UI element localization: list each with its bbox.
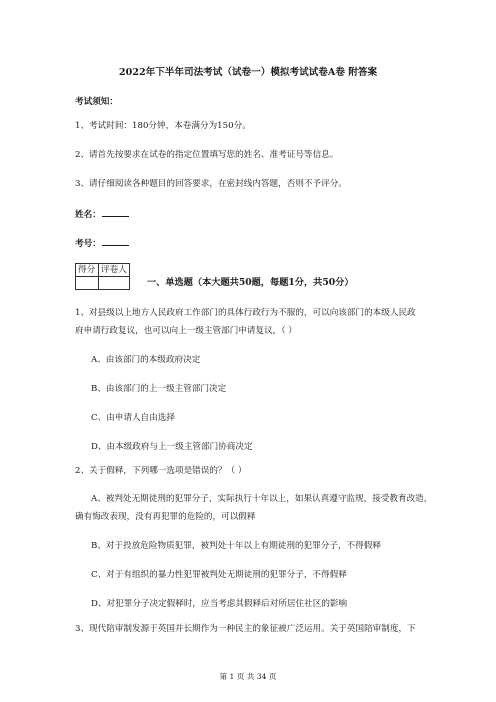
notice-item: 2、请首先按要求在试卷的指定位置填写您的姓名、准考证号等信息。 xyxy=(75,150,339,160)
option-d: D、对犯罪分子决定假释时，应当考虑其假释后对所居住社区的影响 xyxy=(91,599,348,609)
option-a: A、被判处无期徒刑的犯罪分子，实际执行十年以上，如果认真遵守监规，接受教育改造， xyxy=(91,494,433,504)
document-title: 2022年下半年司法考试（试卷一）模拟考试试卷A卷 附答案 xyxy=(118,67,378,78)
id-field xyxy=(75,236,129,250)
question-stem: 1、对县级以上地方人民政府工作部门的具体行政行为不服的，可以向该部门的本级人民政 xyxy=(75,308,416,318)
notice-item: 1、考试时间：180分钟，本卷满分为150分。 xyxy=(75,121,251,131)
section-heading: 一、单选题（本大题共50题，每题1分，共50分） xyxy=(147,277,354,288)
score-cell xyxy=(76,277,99,290)
id-label: 考号： xyxy=(75,239,101,249)
option-b: B、由该部门的上一级主管部门决定 xyxy=(91,384,227,394)
name-blank xyxy=(102,207,129,217)
question-stem: 2、关于假释，下列哪一选项是错误的？（ ） xyxy=(75,466,247,476)
notice-heading: 考试须知： xyxy=(75,97,118,107)
name-field xyxy=(75,207,129,221)
option-d: D、由本级政府与上一级主管部门协商决定 xyxy=(91,442,253,452)
question-stem: 3、现代陪审制发源于英国并长期作为一种民主的象征被广泛运用。关于英国陪审制度，下 xyxy=(75,624,416,634)
option-a-continued: 确有悔改表现，没有再犯罪的危险的，可以假释 xyxy=(75,512,256,522)
option-c: C、由申请人自由选择 xyxy=(91,413,175,423)
option-a: A、由该部门的本级政府决定 xyxy=(91,355,201,365)
grader-cell xyxy=(99,277,130,290)
page-footer: 第 1 页 共 34 页 xyxy=(219,672,277,681)
score-label: 得分 xyxy=(76,264,99,277)
score-box xyxy=(75,263,130,290)
option-c: C、对于有组织的暴力性犯罪被判处无期徒刑的犯罪分子，不得假释 xyxy=(91,570,347,580)
grader-label: 评卷人 xyxy=(99,264,130,277)
notice-item: 3、请仔细阅读各种题目的回答要求，在密封线内答题，否则不予评分。 xyxy=(75,179,347,189)
name-label: 姓名： xyxy=(75,210,101,220)
option-b: B、对于投放危险物质犯罪，被判处十年以上有期徒刑的犯罪分子，不得假释 xyxy=(91,541,381,551)
question-stem: 府申请行政复议，也可以向上一级主管部门申请复议，（ ） xyxy=(75,326,297,336)
id-blank xyxy=(102,236,129,246)
